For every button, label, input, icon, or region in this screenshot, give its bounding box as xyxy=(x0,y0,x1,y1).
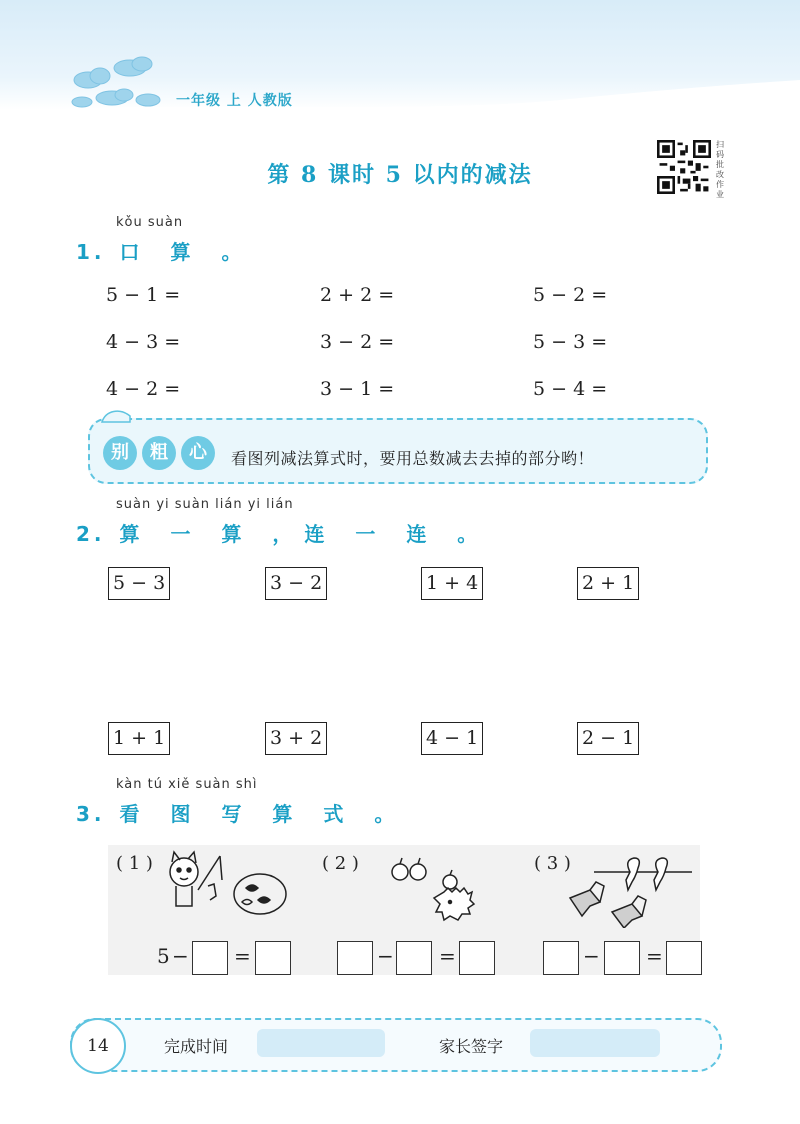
expression-box-bottom[interactable]: 3 + 2 xyxy=(265,722,327,755)
answer-box[interactable] xyxy=(543,941,579,975)
given-number: 5 xyxy=(157,944,170,968)
expression-box-bottom[interactable]: 2 − 1 xyxy=(577,722,639,755)
lesson-title: 第 8 课时 5 以内的减法 xyxy=(267,162,533,188)
equation: 2 + 2 = xyxy=(320,284,395,306)
tip-badge: 心 xyxy=(181,436,215,470)
equation: 3 − 2 = xyxy=(320,331,395,353)
cat-fishing-icon xyxy=(162,850,292,920)
section3-heading xyxy=(76,798,406,827)
problem-label: ( 3 ) xyxy=(534,853,571,874)
section1-pinyin: kǒu suàn xyxy=(116,215,184,230)
parent-signature-field[interactable] xyxy=(530,1029,660,1057)
equation: 4 − 2 = xyxy=(106,378,181,400)
minus-sign: − xyxy=(583,944,600,968)
completion-time-label: 完成时间 xyxy=(164,1037,229,1056)
equation: 5 − 2 = xyxy=(533,284,608,306)
expression-box-top[interactable]: 1 + 4 xyxy=(421,567,483,600)
equation: 5 − 1 = xyxy=(106,284,181,306)
equals-sign: = xyxy=(439,944,456,968)
section1-number: 1. xyxy=(76,240,106,264)
equation: 4 − 3 = xyxy=(106,331,181,353)
tip-badge: 粗 xyxy=(142,436,176,470)
section3-title: 看 图 写 算 式 。 xyxy=(119,802,407,826)
section2-heading xyxy=(76,518,489,547)
expression-box-top[interactable]: 2 + 1 xyxy=(577,567,639,600)
answer-box[interactable] xyxy=(255,941,291,975)
grade-label: 一年级 上 人教版 xyxy=(176,93,293,109)
equals-sign: = xyxy=(646,944,663,968)
minus-sign: − xyxy=(377,944,394,968)
expression-box-top[interactable]: 5 − 3 xyxy=(108,567,170,600)
equals-sign: = xyxy=(234,944,251,968)
equation: 5 − 4 = xyxy=(533,378,608,400)
expression-box-top[interactable]: 3 − 2 xyxy=(265,567,327,600)
section2-number: 2. xyxy=(76,522,106,546)
expression-box-bottom[interactable]: 4 − 1 xyxy=(421,722,483,755)
equation: 5 − 3 = xyxy=(533,331,608,353)
problem-label: ( 1 ) xyxy=(116,853,153,874)
section1-heading xyxy=(76,236,253,265)
section1-title: 口 算 。 xyxy=(119,240,254,264)
section2-pinyin: suàn yi suàn lián yi lián xyxy=(116,497,294,512)
qr-code-icon xyxy=(657,140,711,194)
qr-caption: 扫码批改作业 xyxy=(716,140,724,199)
answer-box[interactable] xyxy=(337,941,373,975)
parent-signature-label: 家长签字 xyxy=(439,1037,504,1056)
expression-box-bottom[interactable]: 1 + 1 xyxy=(108,722,170,755)
section3-pinyin: kàn tú xiě suàn shì xyxy=(116,777,258,792)
tip-tab-icon xyxy=(100,406,134,424)
cloud-icon xyxy=(66,50,166,112)
answer-box[interactable] xyxy=(604,941,640,975)
answer-box[interactable] xyxy=(459,941,495,975)
minus-sign: − xyxy=(172,944,189,968)
tip-badge: 别 xyxy=(103,436,137,470)
page-number: 14 xyxy=(70,1018,126,1074)
section2-title: 算 一 算 ，连 一 连 。 xyxy=(119,522,490,546)
section3-number: 3. xyxy=(76,802,106,826)
problem-label: ( 2 ) xyxy=(322,853,359,874)
answer-box[interactable] xyxy=(666,941,702,975)
tip-text: 看图列减法算式时，要用总数减去去掉的部分哟！ xyxy=(231,449,595,468)
completion-time-field[interactable] xyxy=(257,1029,385,1057)
apples-hedgehog-icon xyxy=(388,852,498,924)
answer-box[interactable] xyxy=(192,941,228,975)
swallows-icon xyxy=(560,850,700,928)
answer-box[interactable] xyxy=(396,941,432,975)
equation: 3 − 1 = xyxy=(320,378,395,400)
